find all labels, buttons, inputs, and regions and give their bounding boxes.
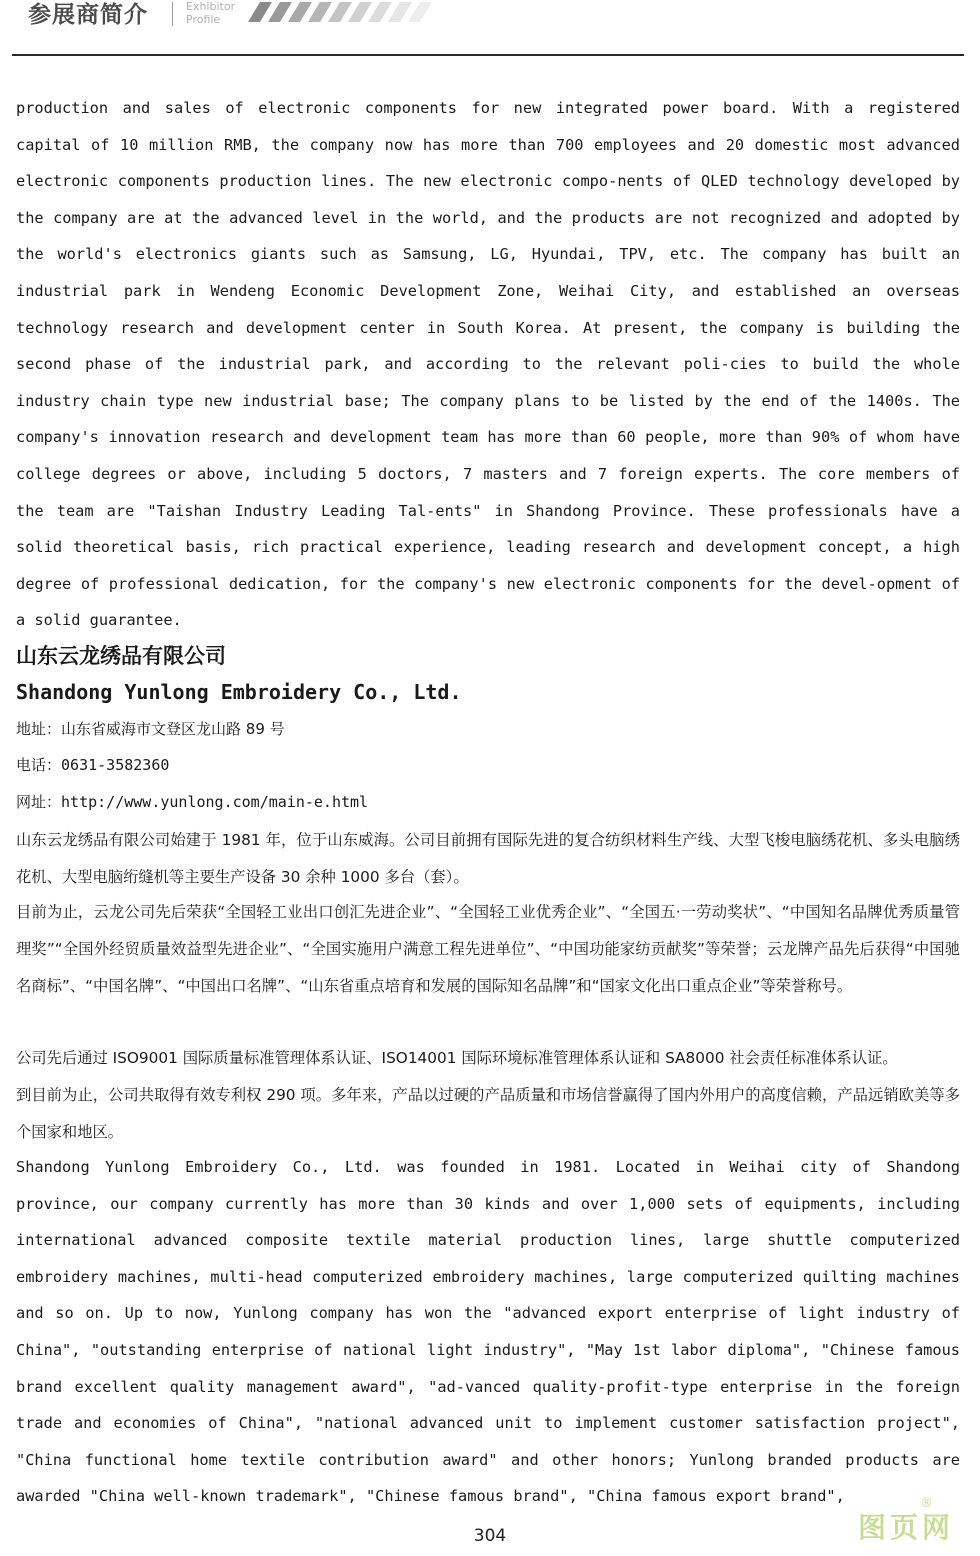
company-name-english: Shandong Yunlong Embroidery Co., Ltd. [16, 680, 462, 704]
chinese-paragraph-1: 山东云龙绣品有限公司始建于 1981 年，位于山东威海。公司目前拥有国际先进的复合纺织材料生产线、大型飞梭电脑绣花机、多头电脑绣花机、大型电脑绗缝机等主要生产设备 30 余种 1000 多台（套）。 [16, 831, 960, 886]
header-rule [12, 54, 964, 56]
phone-value: 0631-3582360 [61, 756, 170, 774]
english-paragraph: Shandong Yunlong Embroidery Co., Ltd. was founded in 1981. Located in Weihai city of Shandong province, our company currently has more than 30 kinds and over 1,000 sets of equipments, including international advanced composite textile material production lines, large shuttle computerized embroidery machines, multi-head computerized embroidery machines, large computerized quilting machines and so on. Up to now, Yunlong company has won the "advanced export enterprise of light industry of China", "outstanding enterprise of national light industry", "May 1st labor diploma", "Chinese famous brand excellent quality management award", "ad-vanced quality-profit-type enterprise in the foreign trade and economies of China", "national advanced unit to implement customer satisfaction project", "China functional home textile contribution award" and other honors; Yunlong branded products are awarded "China well-known trademark", "Chinese famous brand", "China famous export brand", [16, 1158, 960, 1506]
phone-label: 电话： [16, 756, 62, 774]
website-link[interactable]: http://www.yunlong.com/main-e.html [61, 793, 369, 811]
page-header [0, 0, 980, 56]
address-value: 山东省威海市文登区龙山路 89 号 [61, 720, 285, 738]
header-stripes-decoration [238, 2, 438, 24]
header-divider [172, 2, 173, 26]
section-subtitle-line-2: Profile [186, 13, 221, 26]
website-line [16, 789, 368, 815]
address-label: 地址： [16, 720, 62, 738]
intro-paragraph: production and sales of electronic components for new integrated power board. With a registered capital of 10 million RMB, the company now has more than 700 employees and 20 domestic most advanced electronic components production lines. The new electronic compo-nents of QLED technology developed by the company are at the advanced level in the world, and the products are not recognized and adopted by the world's electronics giants such as Samsung, LG, Hyundai, TPV, etc. The company has built an industrial park in Wendeng Economic Development Zone, Weihai City, and established an overseas technology research and development center in South Korea. At present, the company is building the second phase of the industrial park, and according to the relevant poli-cies to build the whole industry chain type new industrial base; The company plans to be listed by the end of the 1400s. The company's innovation research and development team has more than 60 people, more than 90% of whom have college degrees or above, including 5 doctors, 7 masters and 7 foreign experts. The core members of the team are "Taishan Industry Leading Tal-ents" in Shandong Province. These professionals have a solid theoretical basis, rich practical experience, leading research and development concept, a high degree of professional dedication, for the company's new electronic components for the devel-opment of a solid guarantee. [16, 99, 960, 630]
phone-line [16, 752, 169, 778]
registered-mark-icon: ® [920, 1496, 933, 1511]
section-subtitle-line-1: Exhibitor [186, 0, 236, 13]
watermark-logo [858, 1496, 970, 1552]
chinese-paragraph-2: 目前为止，云龙公司先后荣获“全国轻工业出口创汇先进企业”、“全国轻工业优秀企业”、“全国五·一劳动奖状”、“中国知名品牌优秀质量管理奖”“全国外经贸质量效益型先进企业”、“全国实施用户满意工程先进单位”、“中国功能家纺贡献奖”等荣誉；云龙牌产品先后获得“中国驰名商标”、“中国名牌”、“中国出口名牌”、“山东省重点培育和发展的国际知名品牌”和“国家文化出口重点企业”等荣誉称号。 [16, 903, 960, 995]
chinese-paragraph-3: 公司先后通过 ISO9001 国际质量标准管理体系认证、ISO14001 国际环境标准管理体系认证和 SA8000 社会责任标准体系认证。 [16, 1049, 898, 1067]
page-number: 304 [473, 1526, 507, 1546]
chinese-paragraph-4: 到目前为止，公司共取得有效专利权 290 项。多年来，产品以过硬的产品质量和市场信誉赢得了国内外用户的高度信赖，产品远销欧美等多个国家和地区。 [16, 1086, 960, 1141]
website-label: 网址： [16, 793, 62, 811]
section-title: 参展商简介 [28, 2, 148, 28]
company-name-chinese: 山东云龙绣品有限公司 [16, 644, 226, 668]
address-line [16, 716, 285, 742]
section-subtitle [186, 0, 235, 26]
watermark-text: 图页网 [858, 1511, 955, 1544]
